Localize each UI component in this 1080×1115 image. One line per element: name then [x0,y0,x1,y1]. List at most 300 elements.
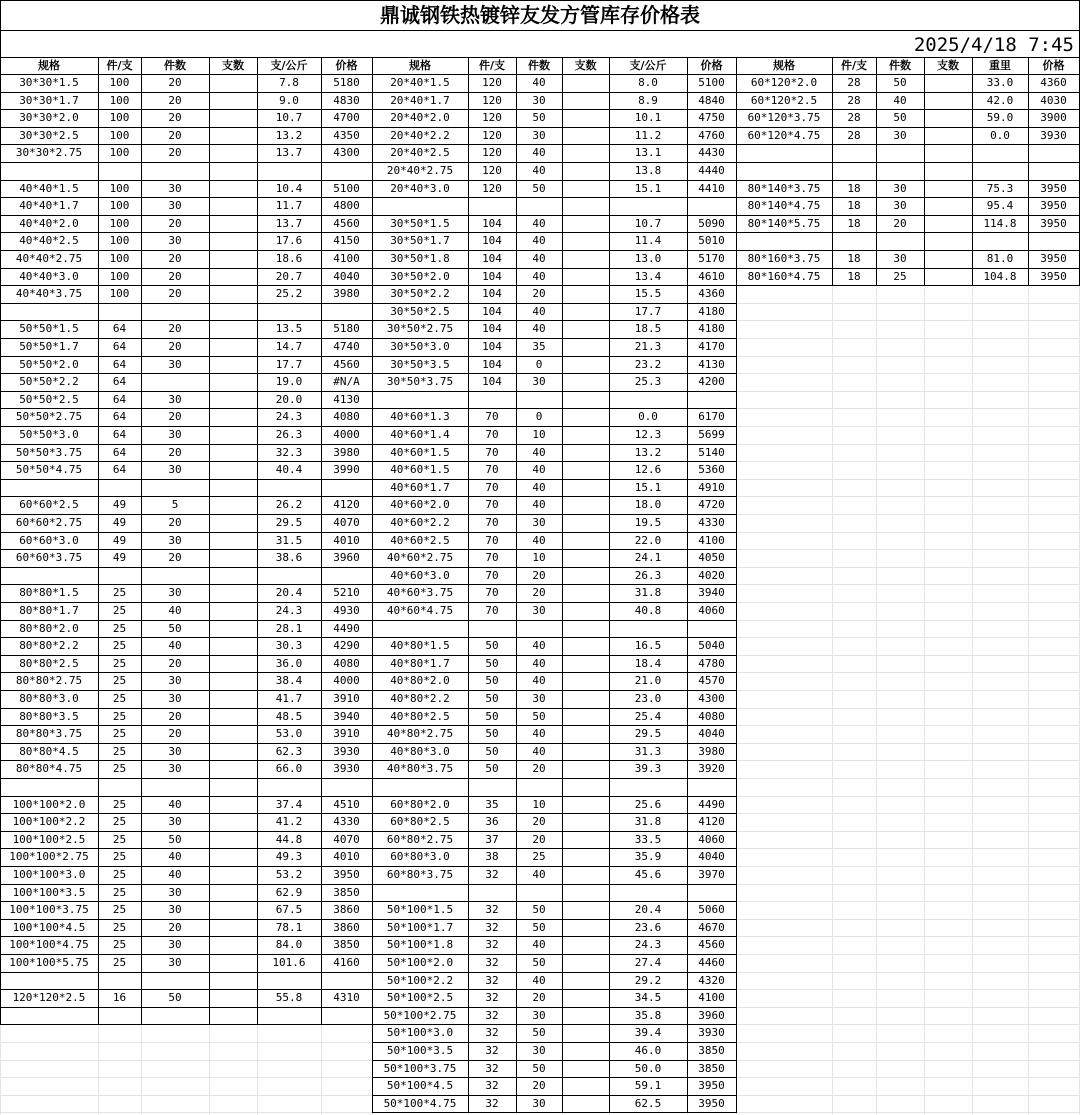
cell-spec: 60*60*3.0 [19,533,79,547]
border-h [0,532,373,533]
cell-pcs-per-bundle [468,884,516,902]
border-h [0,92,373,93]
cell-pcs-per-bundle: 25 [112,621,127,635]
cell-piece-count [562,567,609,585]
cell-pcs-per-bundle: 64 [112,428,127,441]
cell-spec: 40*60*2.5 [390,533,450,547]
cell-bundle-count: 30 [893,181,907,195]
cell-bundle-count: 30 [532,375,546,389]
border-h [736,285,1080,286]
cell-spec: 80*80*3.5 [19,709,79,723]
cell-pcs-per-bundle: 25 [112,656,127,670]
cell-spec: 80*80*3.0 [19,692,79,705]
cell-price: 4030 [1040,93,1067,107]
cell-spec: 80*80*1.7 [19,604,79,617]
cell-piece-count [209,567,257,585]
cell-pcs-per-bundle: 70 [485,428,499,441]
cell-price: 4740 [333,340,360,353]
cell-spec: 60*60*3.75 [15,551,83,565]
cell-bundle-count: 30 [168,181,182,195]
border-h [0,796,373,797]
cell-bundle-count: 30 [168,463,182,477]
cell-spec: 30*30*1.7 [19,93,79,107]
cell-piece-count [562,936,609,954]
cell-spec: 50*50*3.0 [19,428,79,441]
cell-spec: 100*100*3.75 [9,903,89,917]
cell-spec: 30*30*2.0 [19,111,79,125]
cell-spec [0,1007,98,1025]
cell-spec [0,778,98,796]
cell-price: 4080 [333,410,360,424]
cell-spec: 30*50*2.5 [390,304,450,318]
cell-weight: 40.8 [634,604,662,617]
cell-spec: 40*60*4.75 [386,604,454,617]
cell-bundle-count: 50 [893,111,907,125]
cell-weight: 22.0 [634,533,662,547]
cell-price: 3940 [333,709,360,723]
cell-pcs-per-bundle: 50 [485,744,499,758]
cell-piece-count [562,180,609,198]
cell-bundle-count: 40 [168,639,182,653]
cell-pcs-per-bundle: 64 [112,463,127,477]
cell-weight: 13.5 [275,322,303,336]
cell-spec: 40*80*2.75 [386,727,454,741]
cell-spec: 30*50*1.5 [390,216,450,230]
border-h [372,127,737,128]
cell-spec: 40*60*1.5 [390,445,450,459]
cell-weight: 12.3 [634,428,662,441]
cell-spec: 40*80*3.75 [386,762,454,776]
cell-weight [972,162,1028,180]
cell-piece-count [209,1007,257,1025]
cell-bundle-count: 40 [532,973,546,987]
cell-weight: 16.5 [634,639,662,653]
cell-price: 4490 [333,621,360,635]
cell-pcs-per-bundle: 104 [482,234,502,248]
border-h [372,672,737,673]
cell-piece-count [562,74,609,92]
cell-pcs-per-bundle: 100 [109,111,130,125]
cell-price: 3860 [333,903,360,917]
cell-piece-count [562,954,609,972]
border-h [372,954,737,955]
cell-weight: 20.7 [275,269,303,283]
cell-piece-count [209,760,257,778]
cell-pcs-per-bundle [98,1007,141,1025]
cell-pcs-per-bundle: 100 [109,234,130,248]
cell-bundle-count: 25 [532,850,546,864]
cell-bundle-count: 40 [532,938,546,952]
cell-weight: 81.0 [986,252,1014,265]
border-h [372,303,737,304]
cell-spec: 20*40*2.0 [390,111,450,125]
cell-price: 3910 [333,692,360,705]
sheet-datetime: 2025/4/18 7:45 [913,34,1074,56]
cell-bundle-count: 50 [532,920,546,934]
cell-piece-count [562,215,609,233]
cell-piece-count [562,532,609,550]
cell-price: 3980 [333,445,360,459]
cell-spec: 40*60*2.0 [390,498,450,512]
cell-price: 4560 [333,357,360,371]
cell-pcs-per-bundle [468,197,516,215]
cell-pcs-per-bundle: 25 [112,832,127,846]
border-h [372,1077,737,1078]
cell-weight: 29.5 [275,516,303,529]
cell-bundle-count: 50 [532,1061,546,1075]
cell-spec: 40*80*2.0 [390,674,450,688]
cell-spec: 80*140*5.75 [747,216,821,230]
cell-piece-count [562,549,609,567]
cell-price [321,303,372,321]
cell-weight: 23.0 [634,692,662,705]
cell-bundle-count: 30 [893,199,907,213]
cell-bundle-count: 50 [168,621,182,635]
border-h [372,74,737,75]
cell-pcs-per-bundle: 100 [109,181,130,195]
cell-bundle-count: 50 [532,956,546,969]
cell-piece-count [924,74,972,92]
border-h [372,549,737,550]
cell-spec: 60*80*3.75 [386,868,454,881]
cell-bundle-count: 10 [532,428,546,441]
cell-price: 4330 [698,516,725,529]
cell-pcs-per-bundle: 104 [482,375,502,389]
cell-bundle-count: 20 [168,287,182,301]
cell-piece-count [562,602,609,620]
header-spec: 规格 [38,59,60,72]
cell-bundle-count: 20 [168,340,182,353]
cell-weight [257,479,321,497]
cell-spec: 30*50*2.75 [386,322,454,336]
cell-bundle-count: 40 [532,322,546,336]
cell-piece-count [562,813,609,831]
cell-pcs-per-bundle: 32 [485,956,499,969]
border-h [0,391,373,392]
cell-price: 4320 [698,973,725,987]
header-spec: 规格 [773,59,795,72]
cell-price: 4670 [698,920,725,934]
cell-pcs-per-bundle: 25 [112,868,127,881]
cell-price: 5180 [333,76,360,89]
cell-bundle-count: 20 [168,128,182,142]
cell-pcs-per-bundle: 25 [112,586,127,600]
cell-price: 6170 [698,410,725,424]
cell-bundle-count [141,373,209,391]
cell-bundle-count: 50 [532,111,546,125]
border-h [0,320,373,321]
cell-weight [609,884,687,902]
cell-spec [736,162,832,180]
header-bundle-count: 件数 [164,59,186,72]
cell-weight: 24.3 [275,604,303,617]
cell-bundle-count: 20 [168,656,182,670]
cell-weight: 25.4 [634,709,662,723]
border-h [0,848,373,849]
border-h [736,144,1080,145]
cell-piece-count [562,901,609,919]
cell-spec [0,972,98,990]
cell-piece-count [209,197,257,215]
cell-pcs-per-bundle [468,391,516,409]
cell-piece-count [924,109,972,127]
cell-pcs-per-bundle: 25 [112,639,127,653]
cell-spec: 40*60*1.4 [390,428,450,441]
cell-spec: 30*50*3.0 [390,340,450,353]
cell-weight: 17.7 [634,304,662,318]
cell-price: 4070 [333,516,360,529]
cell-bundle-count: 10 [532,551,546,565]
cell-pcs-per-bundle: 70 [485,463,499,477]
cell-weight: 30.3 [275,639,303,653]
cell-pcs-per-bundle: 32 [485,938,499,952]
cell-spec: 50*50*2.0 [19,357,79,371]
cell-price: 4440 [698,164,725,177]
cell-spec: 100*100*2.5 [12,832,86,846]
header-bundle-count: 件数 [889,59,911,72]
cell-piece-count [562,796,609,814]
cell-price: 3900 [1040,111,1067,125]
cell-piece-count [209,92,257,110]
cell-bundle-count: 20 [532,991,546,1005]
cell-pcs-per-bundle: 25 [112,762,127,776]
cell-spec: 30*50*1.7 [390,234,450,248]
cell-spec: 60*120*3.75 [747,111,821,125]
cell-bundle-count: 20 [168,93,182,107]
cell-price: 3850 [698,1061,725,1075]
border-v [321,57,322,1024]
cell-price: 5040 [698,639,725,653]
cell-bundle-count: 20 [168,445,182,459]
cell-spec: 40*40*2.0 [19,216,79,230]
cell-price: 4430 [698,146,725,160]
cell-pcs-per-bundle: 18 [847,199,861,213]
cell-weight: 23.6 [634,920,662,934]
cell-piece-count [209,954,257,972]
cell-price: 3950 [1040,216,1067,230]
cell-spec: 30*50*3.5 [390,357,450,371]
border-h [0,285,373,286]
border-h [0,584,373,585]
cell-price: 4120 [333,498,360,512]
cell-weight: 18.0 [634,498,662,512]
cell-price: 4490 [698,797,725,811]
cell-piece-count [562,250,609,268]
cell-weight [257,972,321,990]
cell-price [321,479,372,497]
cell-price: 4310 [333,991,360,1005]
border-h [0,989,373,990]
cell-price: 4100 [698,991,725,1005]
cell-price: 4720 [698,498,725,512]
cell-weight: 41.7 [275,692,303,705]
cell-spec: 50*50*1.5 [19,322,79,336]
cell-bundle-count: 30 [893,128,907,142]
cell-weight: 10.7 [634,216,662,230]
cell-weight: 62.9 [275,885,303,899]
cell-pcs-per-bundle: 120 [482,181,502,195]
cell-bundle-count: 20 [168,727,182,741]
border-h [0,180,373,181]
cell-spec: 20*40*1.7 [390,93,450,107]
cell-pcs-per-bundle: 25 [112,903,127,917]
border-h [0,0,1080,1]
border-h [0,268,373,269]
cell-pcs-per-bundle: 25 [112,709,127,723]
cell-bundle-count: 30 [532,1096,546,1110]
cell-weight: 35.8 [634,1008,662,1022]
cell-spec: 40*80*1.7 [390,656,450,670]
cell-weight: 12.6 [634,463,662,477]
cell-piece-count [209,74,257,92]
border-h [0,1007,373,1008]
cell-spec: 80*160*4.75 [747,269,821,283]
cell-piece-count [209,285,257,303]
cell-price: 4760 [698,128,725,142]
cell-pcs-per-bundle [98,567,141,585]
cell-weight: 25.2 [275,287,303,301]
border-h [0,813,373,814]
cell-bundle-count: 30 [168,903,182,917]
border-h [372,232,737,233]
cell-price: 4060 [698,832,725,846]
cell-bundle-count: 25 [893,269,907,283]
cell-bundle-count: 50 [532,1026,546,1040]
cell-price: 4910 [698,480,725,494]
cell-piece-count [562,989,609,1007]
cell-piece-count [562,637,609,655]
cell-piece-count [209,268,257,286]
cell-price: 4040 [333,269,360,283]
cell-piece-count [209,866,257,884]
cell-weight: 42.0 [986,93,1014,107]
cell-piece-count [209,479,257,497]
cell-bundle-count: 30 [168,692,182,705]
cell-spec: 60*80*2.5 [390,815,450,829]
cell-pcs-per-bundle: 32 [485,920,499,934]
cell-pcs-per-bundle: 104 [482,304,502,318]
cell-spec: 40*60*1.7 [390,480,450,494]
border-h [0,620,373,621]
cell-price: 3980 [333,287,360,301]
cell-weight: 19.5 [634,516,662,529]
border-h [372,461,737,462]
cell-price: 4010 [333,850,360,864]
cell-price: 4350 [333,128,360,142]
cell-piece-count [209,936,257,954]
border-h [372,426,737,427]
cell-bundle-count: 20 [168,252,182,265]
cell-price: 4050 [698,551,725,565]
cell-bundle-count: 20 [532,1079,546,1093]
cell-price: 4570 [698,674,725,688]
cell-spec: 50*100*2.5 [386,991,454,1005]
border-h [0,74,373,75]
cell-bundle-count: 50 [532,181,546,195]
border-h [372,268,737,269]
cell-piece-count [209,813,257,831]
cell-pcs-per-bundle: 64 [112,322,127,336]
cell-bundle-count [876,144,924,162]
cell-piece-count [209,532,257,550]
cell-weight: 19.0 [275,375,303,389]
cell-spec: 100*100*2.0 [12,797,86,811]
cell-weight: 18.4 [634,656,662,670]
cell-weight: 55.8 [275,991,303,1005]
cell-price: 4700 [333,111,360,125]
cell-bundle-count: 0 [535,357,543,371]
border-h [372,778,737,779]
cell-price: 4040 [698,727,725,741]
cell-pcs-per-bundle: 100 [109,76,130,89]
cell-weight [257,303,321,321]
cell-piece-count [209,514,257,532]
cell-price: 5210 [333,586,360,600]
cell-pcs-per-bundle: 70 [485,516,499,529]
header-price: 价格 [335,59,358,72]
cell-price: 3960 [698,1008,725,1022]
cell-pcs-per-bundle: 120 [482,128,502,142]
cell-price: 3930 [1040,128,1067,142]
border-h [736,92,1080,93]
cell-bundle-count: 20 [168,920,182,934]
cell-piece-count [209,796,257,814]
border-h [0,479,373,480]
cell-bundle-count: 40 [532,269,546,283]
cell-bundle-count: 20 [168,216,182,230]
cell-weight [609,620,687,638]
border-h [372,584,737,585]
cell-spec: 50*100*1.7 [386,920,454,934]
cell-spec: 50*50*1.7 [19,340,79,353]
cell-weight: 26.3 [275,428,303,441]
border-h [0,232,373,233]
cell-bundle-count: 30 [532,93,546,107]
cell-pcs-per-bundle: 100 [109,216,130,230]
cell-price: 4930 [333,604,360,617]
cell-price: 3950 [698,1096,725,1110]
border-h [372,180,737,181]
border-h [0,30,1080,31]
cell-weight: 20.0 [275,392,303,406]
cell-pcs-per-bundle: 70 [485,410,499,424]
border-h [372,725,737,726]
cell-piece-count [562,144,609,162]
border-h [0,338,373,339]
cell-weight: 0.0 [990,128,1010,142]
cell-price: 3960 [333,551,360,565]
cell-pcs-per-bundle [98,162,141,180]
cell-bundle-count [141,567,209,585]
cell-bundle-count: 40 [532,674,546,688]
cell-weight: 53.2 [275,868,303,881]
cell-bundle-count: 40 [532,639,546,653]
cell-weight [609,391,687,409]
cell-spec [0,303,98,321]
cell-price: 4180 [698,304,725,318]
cell-price: 4410 [698,181,725,195]
cell-pcs-per-bundle [468,778,516,796]
cell-bundle-count: 40 [532,252,546,265]
border-h [0,708,373,709]
cell-piece-count [562,232,609,250]
cell-piece-count [209,584,257,602]
cell-piece-count [209,109,257,127]
border-h [372,655,737,656]
cell-bundle-count: 20 [168,322,182,336]
border-h [372,391,737,392]
cell-weight: 67.5 [275,903,303,917]
